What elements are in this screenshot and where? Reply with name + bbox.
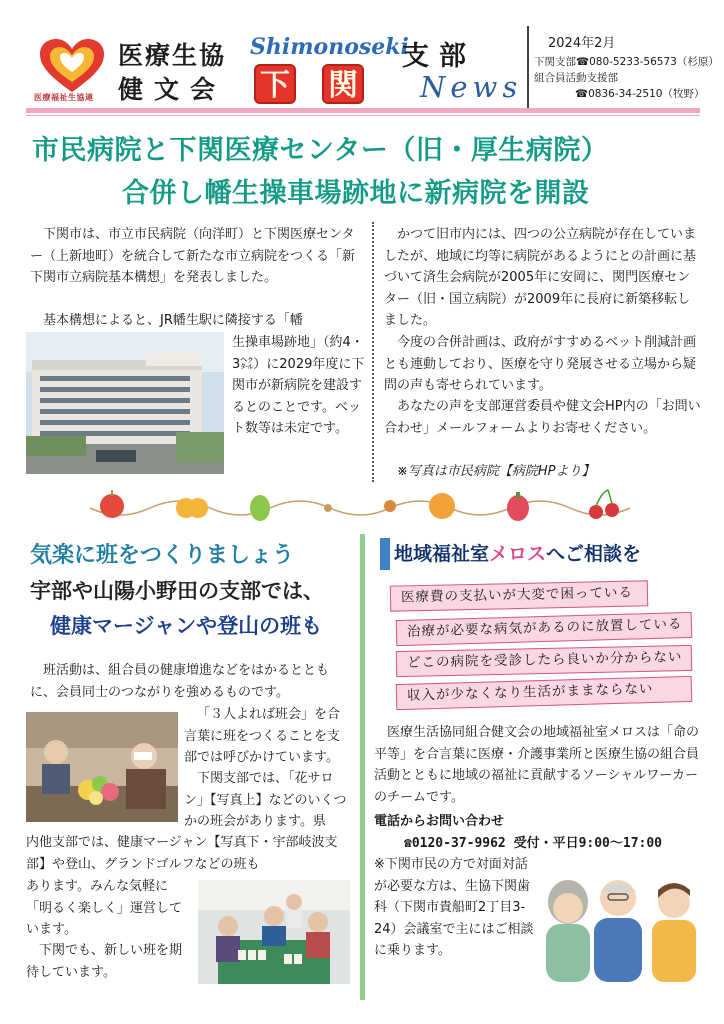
hospital-photo <box>26 332 224 474</box>
section-divider <box>360 534 365 1000</box>
elderly-couple-with-worker-icon <box>538 862 704 982</box>
club-paragraph-6: 下関でも、新しい班を期待しています。 <box>26 943 183 980</box>
hospital-paragraph-5: あなたの声を支部運営委員や健文会HP内の「お問い合わせ」メールフォームよりお寄せください。 <box>384 399 701 436</box>
headline-accent-bar <box>380 538 390 570</box>
branch-label: 支部 <box>402 41 476 72</box>
club-paragraph-2: 「３人よれば班会」を合言葉に班をつくることを支部では呼びかけています。 <box>184 707 341 765</box>
column-divider <box>372 222 374 482</box>
hospital-headline-line2: 合併し幡生操車場跡地に新病院を開設 <box>122 178 590 209</box>
concern-box-1: 医療費の支払いが大変で困っている <box>390 580 648 611</box>
org-name-line1: 医療生協 <box>118 41 227 70</box>
org-name-line2: 健文会 <box>118 75 227 104</box>
flower-salon-photo <box>26 712 178 822</box>
club-headline-line3: 健康マージャンや登山の班も <box>50 614 323 638</box>
welfare-headline-pre: 地域福祉室 <box>394 543 490 565</box>
club-paragraph-5: あります。みんな気軽に「明るく楽しく」運営しています。 <box>26 879 183 937</box>
city-char-1: 下 <box>254 64 296 104</box>
hospital-paragraph-3: かつて旧市内には、四つの公立病院が存在していましたが、地域に均等に病院があるようにとの計画に基づいて済生会病院が2005年に安岡に、関門医療センター（旧・国立病院）が2009年に長府に新築移転しました。 <box>384 227 697 328</box>
news-label: News <box>420 70 523 104</box>
concern-box-3: どこの病院を受診したら良いか分からない <box>396 645 692 677</box>
welfare-headline-name: メロス <box>489 543 547 565</box>
hospital-paragraph-4: 今度の合併計画は、政府がすすめるベット削減計画とも連動しており、医療を守り発展させる立場から疑問の声も寄せられています。 <box>384 335 697 393</box>
city-char-2: 関 <box>322 64 364 104</box>
header-rule-thin <box>26 115 700 116</box>
welfare-headline-post: へご相談を <box>546 543 642 565</box>
inquiry-note: ※下関市民の方で対面対話が必要な方は、生協下関歯科（下関市貴船町2丁目3-24）会議室で主にはご相談に乗ります。 <box>374 857 534 958</box>
heart-logo-icon <box>38 38 106 96</box>
club-paragraph-4: 内他支部では、健康マージャン【写真下・宇部岐波支部】や登山、グランドゴルフなどの班も <box>26 835 338 872</box>
hospital-paragraph-2-top: 基本構想によると、JR幡生駅に隣接する「幡 <box>43 313 303 328</box>
header-rule <box>26 108 700 113</box>
contact-branch: 下関支部☎080-5233-56573（杉原） <box>534 56 719 68</box>
contact-dept: 組合員活動支援部 <box>534 72 618 84</box>
city-romaji: Shimonoseki <box>250 34 409 60</box>
club-headline-line1: 気楽に班をつくりましょう <box>30 543 295 568</box>
mahjong-photo <box>198 880 350 984</box>
logo-caption: 医療福祉生協連 <box>34 93 94 102</box>
welfare-headline <box>380 538 692 570</box>
inquiry-phone: ☎0120-37-9962 受付・平日9:00～17:00 <box>404 836 663 851</box>
hospital-headline-line1: 市民病院と下関医療センター（旧・厚生病院） <box>32 135 609 166</box>
club-paragraph-1: 班活動は、組合員の健康増進などをはかるとともに、会員同士のつながりを強めるものです。 <box>30 663 330 700</box>
club-headline-line2: 宇部や山陽小野田の支部では、 <box>30 579 324 603</box>
inquiry-heading: 電話からお問い合わせ <box>374 814 505 829</box>
welfare-description: 医療生活協同組合健文会の地域福祉室メロスは「命の平等」を合言葉に医療・介護事業所と医療生協の組合員活動とともに地域の福祉に貢献するソーシャルワーカーのチームです。 <box>374 725 700 805</box>
issue-date: 2024年2月 <box>548 36 616 51</box>
contact-dept-phone: ☎0836-34-2510（牧野） <box>575 88 705 100</box>
hospital-paragraph-2-rest: 生操車場跡地」（約4・3㌶）に2029年度に下関市が新病院を建設するとのことです。ベット数等は未定です。 <box>232 335 365 436</box>
club-paragraph-3: 下関支部では、「花サロン」【写真上】などのいくつかの班会があります。県 <box>184 771 347 829</box>
photo-credit-note: ※写真は市民病院【病院HPより】 <box>397 464 595 479</box>
header-divider <box>527 26 529 110</box>
concern-box-2: 治療が必要な病気があるのに放置している <box>396 612 693 646</box>
hospital-paragraph-1: 下関市は、市立市民病院（向洋町）と下関医療センター（上新地町）を統合して新たな市立病院をつくる「新下関市立病院基本構想」を発表しました。 <box>30 227 356 285</box>
fruit-decoration-icon <box>90 486 630 526</box>
concern-box-4: 収入が少なくなり生活がままならない <box>396 676 693 710</box>
